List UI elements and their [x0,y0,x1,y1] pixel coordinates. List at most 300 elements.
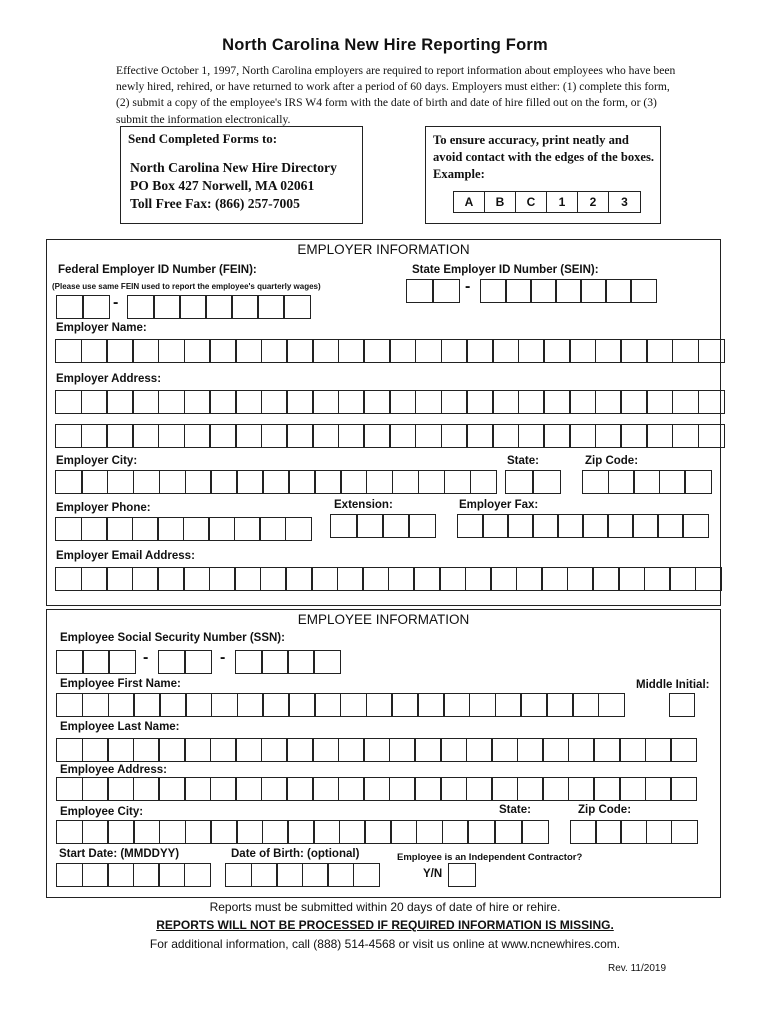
character-box[interactable] [287,650,315,674]
character-box[interactable] [440,777,467,801]
character-box[interactable] [543,390,570,414]
last-name-boxes[interactable] [56,738,697,762]
character-box[interactable] [209,424,236,448]
ssn-group-boxes[interactable] [158,650,212,674]
character-box[interactable] [555,279,582,303]
character-box[interactable] [491,777,518,801]
character-box[interactable] [408,514,436,538]
character-box[interactable] [415,390,442,414]
character-box[interactable] [81,424,108,448]
character-box[interactable] [542,738,569,762]
character-box[interactable] [56,863,83,887]
character-box[interactable] [671,820,698,844]
character-box[interactable] [416,820,443,844]
character-box[interactable] [466,738,493,762]
character-box[interactable] [356,514,384,538]
character-box[interactable] [108,650,136,674]
character-box[interactable] [133,863,160,887]
character-box[interactable] [55,470,83,494]
character-box[interactable] [592,567,619,591]
character-box[interactable] [593,738,620,762]
character-box[interactable] [184,339,211,363]
character-box[interactable] [302,863,329,887]
character-box[interactable] [505,470,534,494]
character-box[interactable] [492,339,519,363]
character-box[interactable] [620,339,647,363]
character-box[interactable] [441,390,468,414]
character-box[interactable] [209,390,236,414]
character-box[interactable] [314,470,342,494]
character-box[interactable] [520,693,547,717]
character-box[interactable] [413,567,440,591]
character-box[interactable] [179,295,207,319]
character-box[interactable] [330,514,358,538]
character-box[interactable] [287,820,314,844]
character-box[interactable] [414,777,441,801]
character-box[interactable] [632,514,659,538]
character-box[interactable] [261,777,288,801]
character-box[interactable] [466,339,493,363]
character-box[interactable] [389,738,416,762]
character-box[interactable] [276,863,303,887]
character-box[interactable] [158,424,185,448]
character-box[interactable] [184,777,211,801]
character-box[interactable] [340,470,368,494]
character-box[interactable] [388,567,415,591]
employer-state-boxes[interactable] [505,470,561,494]
character-box[interactable] [572,693,599,717]
character-box[interactable] [133,738,160,762]
character-box[interactable] [82,295,110,319]
character-box[interactable] [439,567,466,591]
middle-initial-box[interactable] [669,693,695,717]
character-box[interactable] [630,279,657,303]
character-box[interactable] [312,777,339,801]
character-box[interactable] [82,693,109,717]
character-box[interactable] [235,650,263,674]
employee-zip-boxes[interactable] [570,820,698,844]
character-box[interactable] [184,390,211,414]
character-box[interactable] [470,470,498,494]
character-box[interactable] [81,567,108,591]
character-box[interactable] [183,567,210,591]
character-box[interactable] [619,777,646,801]
character-box[interactable] [466,777,493,801]
character-box[interactable] [363,424,390,448]
character-box[interactable] [262,693,289,717]
extension-boxes[interactable] [330,514,436,538]
character-box[interactable] [261,650,289,674]
character-box[interactable] [312,390,339,414]
character-box[interactable] [669,693,695,717]
character-box[interactable] [570,820,597,844]
character-box[interactable] [457,514,484,538]
character-box[interactable] [107,470,135,494]
character-box[interactable] [56,738,83,762]
character-box[interactable] [55,390,82,414]
character-box[interactable] [56,820,83,844]
character-box[interactable] [542,777,569,801]
character-box[interactable] [209,567,236,591]
start-date-boxes[interactable] [56,863,211,887]
character-box[interactable] [106,339,133,363]
character-box[interactable] [257,295,285,319]
character-box[interactable] [543,424,570,448]
character-box[interactable] [133,777,160,801]
character-box[interactable] [185,693,212,717]
character-box[interactable] [465,567,492,591]
character-box[interactable] [56,295,84,319]
character-box[interactable] [285,517,312,541]
character-box[interactable] [698,424,725,448]
character-box[interactable] [389,339,416,363]
character-box[interactable] [286,339,313,363]
character-box[interactable] [211,693,238,717]
character-box[interactable] [698,390,725,414]
character-box[interactable] [82,650,110,674]
character-box[interactable] [56,650,84,674]
character-box[interactable] [82,863,109,887]
character-box[interactable] [338,777,365,801]
character-box[interactable] [598,693,625,717]
character-box[interactable] [414,738,441,762]
character-box[interactable] [286,424,313,448]
ssn-serial-boxes[interactable] [235,650,341,674]
character-box[interactable] [132,339,159,363]
character-box[interactable] [518,390,545,414]
character-box[interactable] [184,863,211,887]
character-box[interactable] [366,470,394,494]
character-box[interactable] [582,514,609,538]
character-box[interactable] [236,820,263,844]
character-box[interactable] [363,339,390,363]
character-box[interactable] [184,650,212,674]
employer-address-boxes-1[interactable] [55,390,725,414]
character-box[interactable] [55,517,82,541]
character-box[interactable] [669,567,696,591]
dob-boxes[interactable] [225,863,380,887]
first-name-boxes[interactable] [56,693,625,717]
character-box[interactable] [568,777,595,801]
character-box[interactable] [133,693,160,717]
character-box[interactable] [441,424,468,448]
character-box[interactable] [261,339,288,363]
character-box[interactable] [392,470,420,494]
character-box[interactable] [205,295,233,319]
character-box[interactable] [286,390,313,414]
character-box[interactable] [55,567,82,591]
character-box[interactable] [185,470,213,494]
character-box[interactable] [482,514,509,538]
character-box[interactable] [210,777,237,801]
character-box[interactable] [517,738,544,762]
character-box[interactable] [107,777,134,801]
character-box[interactable] [132,567,159,591]
contractor-yn-box[interactable] [448,863,476,887]
character-box[interactable] [518,339,545,363]
character-box[interactable] [670,777,697,801]
fein-suffix-boxes[interactable] [127,295,311,319]
character-box[interactable] [432,279,460,303]
character-box[interactable] [682,514,709,538]
character-box[interactable] [261,390,288,414]
character-box[interactable] [158,650,186,674]
character-box[interactable] [82,820,109,844]
character-box[interactable] [210,820,237,844]
character-box[interactable] [608,470,635,494]
character-box[interactable] [210,470,238,494]
character-box[interactable] [158,738,185,762]
character-box[interactable] [389,424,416,448]
character-box[interactable] [505,279,532,303]
character-box[interactable] [406,279,434,303]
character-box[interactable] [495,820,523,844]
character-box[interactable] [158,863,185,887]
character-box[interactable] [618,567,645,591]
character-box[interactable] [81,470,109,494]
character-box[interactable] [646,820,673,844]
character-box[interactable] [286,738,313,762]
employer-city-boxes[interactable] [55,470,497,494]
character-box[interactable] [251,863,278,887]
character-box[interactable] [158,390,185,414]
character-box[interactable] [444,470,472,494]
character-box[interactable] [283,295,311,319]
employer-fax-boxes[interactable] [457,514,709,538]
character-box[interactable] [480,279,507,303]
character-box[interactable] [441,339,468,363]
character-box[interactable] [557,514,584,538]
character-box[interactable] [185,820,212,844]
character-box[interactable] [312,424,339,448]
character-box[interactable] [580,279,607,303]
employer-email-boxes[interactable] [55,567,722,591]
character-box[interactable] [260,567,287,591]
character-box[interactable] [56,693,83,717]
character-box[interactable] [159,820,186,844]
character-box[interactable] [362,567,389,591]
character-box[interactable] [338,390,365,414]
character-box[interactable] [82,738,109,762]
character-box[interactable] [132,390,159,414]
character-box[interactable] [607,514,634,538]
character-box[interactable] [225,863,252,887]
character-box[interactable] [442,820,469,844]
character-box[interactable] [620,390,647,414]
character-box[interactable] [106,517,133,541]
character-box[interactable] [106,424,133,448]
character-box[interactable] [208,517,235,541]
character-box[interactable] [313,820,340,844]
character-box[interactable] [698,339,725,363]
character-box[interactable] [106,390,133,414]
character-box[interactable] [646,339,673,363]
character-box[interactable] [443,693,470,717]
character-box[interactable] [338,424,365,448]
character-box[interactable] [532,514,559,538]
character-box[interactable] [521,820,549,844]
character-box[interactable] [235,777,262,801]
character-box[interactable] [595,339,622,363]
character-box[interactable] [327,863,354,887]
character-box[interactable] [645,738,672,762]
character-box[interactable] [262,470,290,494]
character-box[interactable] [286,777,313,801]
character-box[interactable] [235,390,262,414]
character-box[interactable] [620,820,647,844]
character-box[interactable] [672,339,699,363]
character-box[interactable] [81,517,108,541]
character-box[interactable] [670,738,697,762]
character-box[interactable] [684,470,711,494]
character-box[interactable] [582,470,609,494]
employer-phone-boxes[interactable] [55,517,312,541]
character-box[interactable] [567,567,594,591]
character-box[interactable] [81,390,108,414]
character-box[interactable] [363,390,390,414]
character-box[interactable] [490,567,517,591]
character-box[interactable] [56,777,83,801]
character-box[interactable] [262,820,289,844]
character-box[interactable] [619,738,646,762]
employee-city-boxes[interactable] [56,820,495,844]
character-box[interactable] [81,339,108,363]
character-box[interactable] [695,567,722,591]
character-box[interactable] [234,567,261,591]
character-box[interactable] [339,820,366,844]
character-box[interactable] [261,738,288,762]
character-box[interactable] [55,339,82,363]
character-box[interactable] [353,863,380,887]
character-box[interactable] [492,390,519,414]
employer-zip-boxes[interactable] [582,470,712,494]
character-box[interactable] [209,339,236,363]
character-box[interactable] [644,567,671,591]
character-box[interactable] [530,279,557,303]
character-box[interactable] [184,738,211,762]
character-box[interactable] [132,424,159,448]
character-box[interactable] [158,339,185,363]
character-box[interactable] [633,470,660,494]
character-box[interactable] [466,390,493,414]
character-box[interactable] [569,390,596,414]
sein-prefix-boxes[interactable] [406,279,460,303]
character-box[interactable] [210,738,237,762]
character-box[interactable] [285,567,312,591]
character-box[interactable] [314,693,341,717]
character-box[interactable] [495,693,522,717]
character-box[interactable] [133,470,161,494]
character-box[interactable] [261,424,288,448]
character-box[interactable] [543,339,570,363]
character-box[interactable] [183,517,210,541]
character-box[interactable] [541,567,568,591]
character-box[interactable] [157,517,184,541]
character-box[interactable] [158,777,185,801]
character-box[interactable] [337,567,364,591]
character-box[interactable] [467,820,494,844]
character-box[interactable] [546,693,573,717]
character-box[interactable] [491,738,518,762]
character-box[interactable] [340,693,367,717]
character-box[interactable] [389,777,416,801]
character-box[interactable] [366,693,393,717]
character-box[interactable] [231,295,259,319]
character-box[interactable] [657,514,684,538]
character-box[interactable] [157,567,184,591]
character-box[interactable] [418,470,446,494]
character-box[interactable] [466,424,493,448]
ssn-area-boxes[interactable] [56,650,136,674]
character-box[interactable] [492,424,519,448]
character-box[interactable] [313,650,341,674]
character-box[interactable] [338,738,365,762]
sein-suffix-boxes[interactable] [480,279,657,303]
character-box[interactable] [288,693,315,717]
character-box[interactable] [184,424,211,448]
character-box[interactable] [605,279,632,303]
character-box[interactable] [236,470,264,494]
character-box[interactable] [363,738,390,762]
character-box[interactable] [645,777,672,801]
character-box[interactable] [338,339,365,363]
character-box[interactable] [382,514,410,538]
character-box[interactable] [133,820,160,844]
character-box[interactable] [518,424,545,448]
character-box[interactable] [107,820,134,844]
character-box[interactable] [646,390,673,414]
character-box[interactable] [106,567,133,591]
character-box[interactable] [620,424,647,448]
character-box[interactable] [415,424,442,448]
character-box[interactable] [672,390,699,414]
character-box[interactable] [107,863,134,887]
character-box[interactable] [507,514,534,538]
character-box[interactable] [593,777,620,801]
character-box[interactable] [646,424,673,448]
character-box[interactable] [108,693,135,717]
character-box[interactable] [159,470,187,494]
character-box[interactable] [235,424,262,448]
character-box[interactable] [389,390,416,414]
character-box[interactable] [391,693,418,717]
character-box[interactable] [659,470,686,494]
employee-address-boxes[interactable] [56,777,697,801]
character-box[interactable] [532,470,561,494]
character-box[interactable] [288,470,316,494]
employer-address-boxes-2[interactable] [55,424,725,448]
character-box[interactable] [516,567,543,591]
character-box[interactable] [312,738,339,762]
character-box[interactable] [569,339,596,363]
character-box[interactable] [237,693,264,717]
character-box[interactable] [595,820,622,844]
character-box[interactable] [595,390,622,414]
character-box[interactable] [311,567,338,591]
character-box[interactable] [517,777,544,801]
character-box[interactable] [568,738,595,762]
character-box[interactable] [55,424,82,448]
character-box[interactable] [312,339,339,363]
character-box[interactable] [569,424,596,448]
character-box[interactable] [235,738,262,762]
character-box[interactable] [672,424,699,448]
fein-prefix-boxes[interactable] [56,295,110,319]
character-box[interactable] [440,738,467,762]
character-box[interactable] [364,820,391,844]
character-box[interactable] [107,738,134,762]
character-box[interactable] [159,693,186,717]
